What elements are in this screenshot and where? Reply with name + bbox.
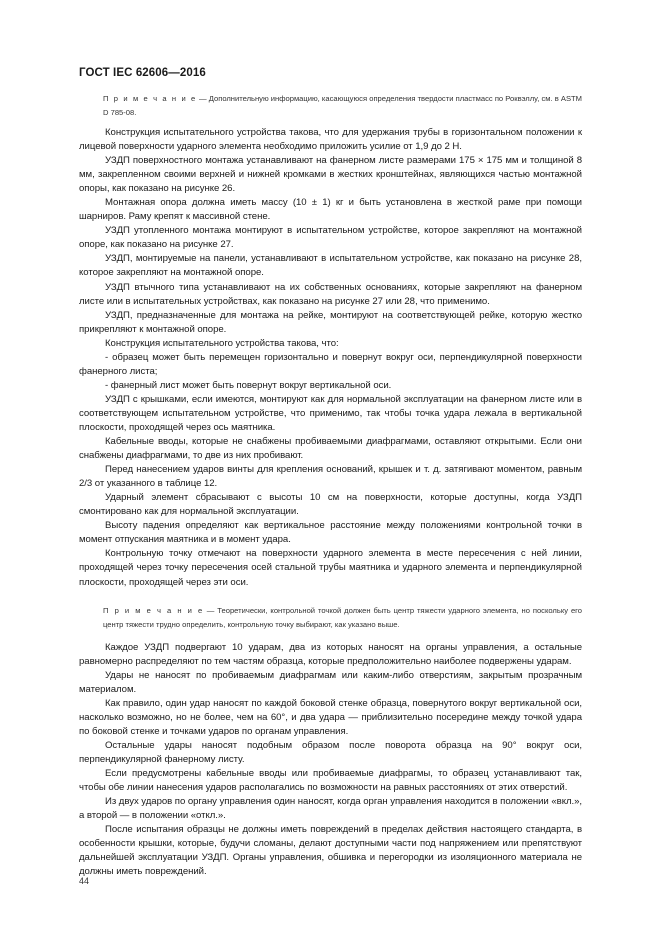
note-label: П р и м е ч а н и е [103,94,197,103]
note-label: П р и м е ч а н и е [103,605,204,615]
note-hardness [79,92,582,120]
paragraph: Из двух ударов по органу управления один наносят, когда орган управления находится в положении «вкл.», а второй — в положении «откл.». [79,796,583,822]
note-text: — Дополнительную информацию, касающуюся определения твердости пластмасс по Роквэллу, см. в ASTM D 785-08. [103,94,582,117]
paragraph: Конструкция испытательного устройства такова, что для удержания трубы в горизонтальном положении к лицевой поверхности ударного элемента необходимо приложить усилие от 1,9 до 2 Н. [79,127,582,153]
paragraph: УЗДП утопленного монтажа монтируют в испытательном устройстве, которое закрепляют на монтажной опоре, как показано на рисунке 27. [79,225,582,251]
paragraph: УЗДП, предназначенные для монтажа на рейке, монтируют на соответствующей рейке, которую жестко прикрепляют к монтажной опоре. [79,309,582,335]
paragraph: Ударный элемент сбрасывают с высоты 10 см на поверхности, которые доступны, когда УЗДП смонтировано как для нормальной эксплуатации. [79,492,582,518]
paragraph: УЗДП с крышками, если имеются, монтируют как для нормальной эксплуатации на фанерном листе или в соответствующем испытательном устройстве, что применимо, так чтобы точка удара лежала в вертикальной плоскости, проходящей через ось маятника. [79,393,582,433]
paragraph: Как правило, один удар наносят по каждой боковой стенке образца, повернутого вокруг вертикальной оси, насколько возможно, но не более, чем на 60°, и два удара — приблизительно посередине между точкой удара по боковой стенке и точками ударов по органам управления. [79,697,582,737]
paragraph: УЗДП, монтируемые на панели, устанавливают в испытательном устройстве, как показано на рисунке 28, которое закрепляют на монтажной опоре. [79,253,582,279]
paragraph: Контрольную точку отмечают на поверхности ударного элемента в месте пересечения с ней линии, проходящей через точку пересечения осей стальной трубы маятника и ударного элемента и перпендикулярной плоскости, проходящей через эти оси. [79,548,582,588]
paragraph: Если предусмотрены кабельные вводы или пробиваемые диафрагмы, то образец устанавливают так, чтобы обе линии нанесения ударов располагались по возможности на равных расстояниях от этих отверстий. [79,767,582,794]
paragraph: УЗДП втычного типа устанавливают на их собственных основаниях, которые закрепляют на фанерном листе или в испытательных устройствах, как показано на рисунке 27 или 28, что применимо. [79,281,582,307]
note-text: — Теоретически, контрольной точкой должен быть центр тяжести ударного элемента, но поскольку его центр тяжести трудно определить, контрольную точку выбирают, как указано выше. [103,605,582,629]
paragraph: Высоту падения определяют как вертикальное расстояние между положениями контрольной точки в момент отпускания маятника и в момент удара. [79,520,582,546]
paragraph: Перед нанесением ударов винты для крепления оснований, крышек и т. д. затягивают моментом, равным 2/3 от указанного в таблице 12. [79,464,582,490]
paragraph: Удары не наносят по пробиваемым диафрагмам или каким-либо отверстиям, закрытым прозрачным материалом. [79,669,582,695]
paragraph: Каждое УЗДП подвергают 10 ударам, два из которых наносят на органы управления, а остальные равномерно распределяют по тем частям образца, которые предположительно наиболее подвержены ударам. [79,641,582,667]
note-reference-point [79,604,582,632]
paragraph: Остальные удары наносят подобным образом после поворота образца на 90° вокруг оси, перпендикулярной фанерному листу. [79,739,582,765]
list-item: - фанерный лист может быть повернут вокруг вертикальной оси. [105,379,392,391]
paragraph: После испытания образцы не должны иметь повреждений в пределах действия настоящего стандарта, в особенности крышки, которые, будучи сломаны, делают доступными части под напряжением или препятствуют дальнейшей эксплуатации УЗДП. Органы управления, обшивка и перегородки из изоляционного материала не должны иметь повреждений. [79,824,582,878]
standard-title: ГОСТ IEC 62606—2016 [79,67,206,79]
paragraph: УЗДП поверхностного монтажа устанавливают на фанерном листе размерами 175 × 175 мм и толщиной 8 мм, закрепленном своими верхней и нижней кромками в жестких кронштейнах, являющихся частью монтажной опоры, как показано на рисунке 26. [79,155,582,195]
paragraph: Конструкция испытательного устройства такова, что: [105,337,339,349]
body-text [79,126,582,879]
page-number: 44 [79,876,90,886]
list-item: - образец может быть перемещен горизонтально и повернут вокруг оси, перпендикулярной поверхности фанерного листа; [79,351,582,377]
paragraph: Монтажная опора должна иметь массу (10 ± 1) кг и быть установлена в жесткой раме при помощи шарниров. Раму крепят к массивной стене. [79,197,582,223]
paragraph: Кабельные вводы, которые не снабжены пробиваемыми диафрагмами, оставляют открытыми. Если они снабжены диафрагмами, то две из них пробивают. [79,436,582,462]
